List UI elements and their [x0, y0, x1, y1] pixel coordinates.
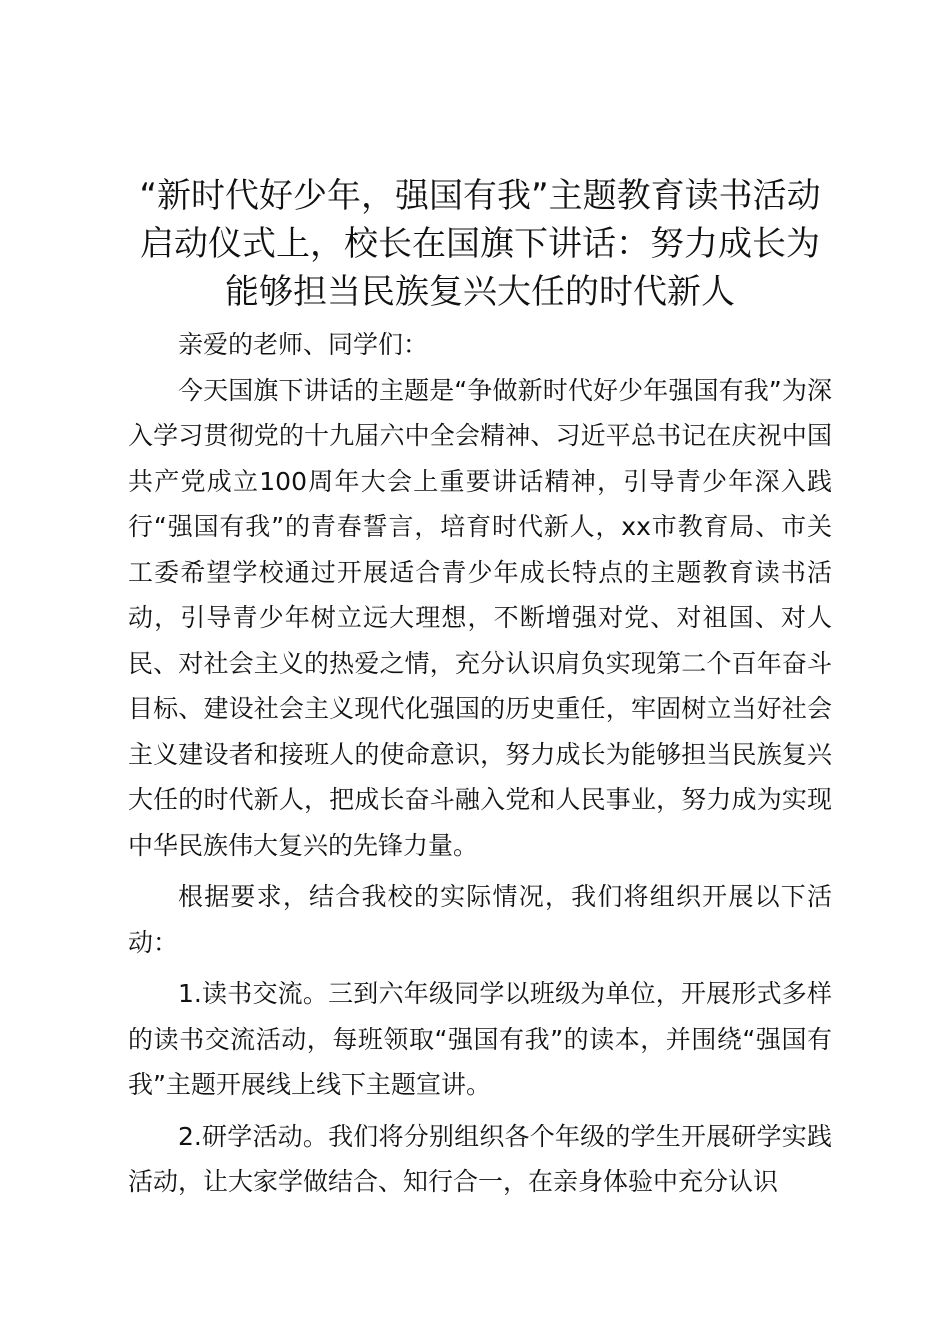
- greeting-paragraph: 亲爱的老师、同学们：: [178, 330, 429, 359]
- body-paragraph-3: 1.读书交流。三到六年级同学以班级为单位，开展形式多样的读书交流活动，每班领取“强国有我”的读本，并围绕“强国有我”主题开展线上线下主题宣讲。: [128, 979, 832, 1099]
- document-title: “新时代好少年，强国有我”主题教育读书活动启动仪式上，校长在国旗下讲话：努力成长为能够担当民族复兴大任的时代新人: [139, 176, 821, 312]
- document-page: [128, 172, 832, 1205]
- body-paragraph-1: 今天国旗下讲话的主题是“争做新时代好少年强国有我”为深入学习贯彻党的十九届六中全会精神、习近平总书记在庆祝中国共产党成立100周年大会上重要讲话精神，引导青少年深入践行“强国有我”的青春誓言，培育时代新人，xx市教育局、市关工委希望学校通过开展适合青少年成长特点的主题教育读书活动，引导青少年树立远大理想，不断增强对党、对祖国、对人民、对社会主义的热爱之情，充分认识肩负实现第二个百年奋斗目标、建设社会主义现代化强国的历史重任，牢固树立当好社会主义建设者和接班人的使命意识，努力成长为能够担当民族复兴大任的时代新人，把成长奋斗融入党和人民事业，努力成为实现中华民族伟大复兴的先锋力量。: [128, 375, 832, 860]
- body-paragraph-4: 2.研学活动。我们将分别组织各个年级的学生开展研学实践活动，让大家学做结合、知行合一，在亲身体验中充分认识: [128, 1121, 832, 1196]
- body-paragraph-2: 根据要求，结合我校的实际情况，我们将组织开展以下活动：: [128, 882, 832, 957]
